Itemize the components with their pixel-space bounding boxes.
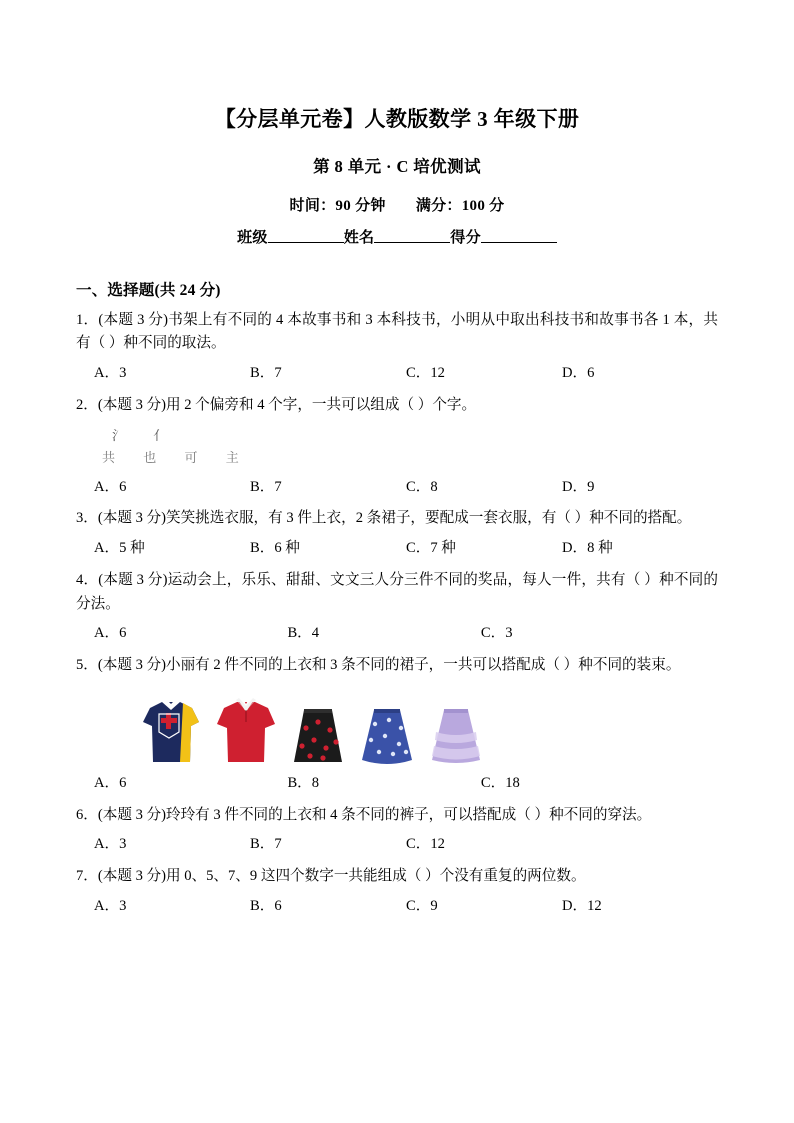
question-1-options: [76, 363, 718, 385]
class-label: 班级: [237, 229, 268, 246]
option-6-c[interactable]: C．12: [406, 836, 445, 853]
name-label: 姓名: [343, 229, 375, 246]
question-2-figure: [102, 425, 718, 469]
score-field-label: 得分: [450, 229, 481, 246]
question-6-options: [76, 834, 718, 856]
exam-meta: [76, 194, 718, 215]
option-6-b[interactable]: B．7: [250, 836, 282, 853]
option-4-c[interactable]: C．3: [480, 625, 513, 642]
class-blank[interactable]: [268, 242, 344, 243]
question-2-options: [76, 477, 718, 499]
question-2: 2．(本题 3 分)用 2 个偏旁和 4 个字，一共可以组成（ ）个字。: [76, 396, 477, 413]
page-subtitle: 第 8 单元 · C 培优测试: [313, 156, 481, 176]
page-title: 【分层单元卷】人教版数学 3 年级下册: [214, 107, 580, 131]
character-2: 也: [143, 450, 157, 466]
option-7-a[interactable]: A．3: [94, 897, 127, 914]
question-4-options: [76, 623, 718, 645]
character-4: 主: [225, 450, 239, 466]
option-2-b[interactable]: B．7: [250, 478, 282, 495]
option-1-a[interactable]: A．3: [94, 364, 127, 381]
option-3-b[interactable]: B．6 种: [250, 540, 300, 557]
character-1: 共: [102, 450, 116, 466]
option-2-d[interactable]: D．9: [562, 478, 595, 495]
option-6-a[interactable]: A．3: [94, 836, 127, 853]
option-7-b[interactable]: B．6: [250, 897, 282, 914]
radical-1: 氵: [112, 428, 126, 444]
option-2-c[interactable]: C．8: [406, 478, 438, 495]
score-blank[interactable]: [481, 242, 557, 243]
question-3-options: [76, 538, 718, 560]
lavender-ruffle-skirt-icon: [428, 706, 484, 766]
question-3: 3．(本题 3 分)笑笑挑选衣服，有 3 件上衣，2 条裙子，要配成一套衣服，有（ ）种不同的搭配。: [76, 510, 692, 527]
option-1-b[interactable]: B．7: [250, 364, 282, 381]
radical-2: 亻: [153, 428, 167, 444]
clothing-illustration: [76, 690, 718, 766]
red-polo-shirt-icon: [215, 696, 277, 766]
question-6: 6．(本题 3 分)玲玲有 3 件不同的上衣和 4 条不同的裤子，可以搭配成（ ）种不同的穿法。: [76, 806, 652, 823]
black-cherry-skirt-icon: [290, 706, 346, 766]
character-3: 可: [184, 450, 198, 466]
option-3-d[interactable]: D．8 种: [562, 540, 613, 557]
question-1: 1．(本题 3 分)书架上有不同的 4 本故事书和 3 本科技书，小明从中取出科技书和故事书各 1 本，共有（ ）种不同的取法。: [76, 311, 718, 352]
navy-polo-shirt-icon: [140, 696, 202, 766]
option-7-d[interactable]: D．12: [562, 897, 602, 914]
option-1-c[interactable]: C．12: [406, 364, 445, 381]
time-label: 时间：90 分钟: [289, 197, 386, 214]
option-5-c[interactable]: C．18: [480, 774, 520, 791]
option-3-c[interactable]: C．7 种: [406, 540, 456, 557]
name-blank[interactable]: [374, 242, 450, 243]
option-1-d[interactable]: D．6: [562, 364, 595, 381]
student-info-row: [76, 226, 718, 247]
question-5-options: [76, 773, 718, 795]
option-2-a[interactable]: A．6: [94, 478, 127, 495]
option-4-a[interactable]: A．6: [94, 625, 127, 642]
option-7-c[interactable]: C．9: [406, 897, 438, 914]
option-5-b[interactable]: B．8: [287, 774, 320, 791]
option-5-a[interactable]: A．6: [94, 774, 127, 791]
question-7: 7．(本题 3 分)用 0、5、7、9 这四个数字一共能组成（ ）个没有重复的两位数。: [76, 868, 586, 885]
question-4: 4．(本题 3 分)运动会上，乐乐、甜甜、文文三人分三件不同的奖品，每人一件，共有（ ）种不同的分法。: [76, 571, 718, 612]
blue-floral-skirt-icon: [359, 706, 415, 766]
option-4-b[interactable]: B．4: [287, 625, 320, 642]
section-heading: 一、选择题(共 24 分): [76, 281, 221, 299]
radical-row: [112, 425, 718, 447]
question-5: 5．(本题 3 分)小丽有 2 件不同的上衣和 3 条不同的裙子，一共可以搭配成（ ）种不同的装束。: [76, 657, 681, 674]
option-3-a[interactable]: A．5 种: [94, 540, 145, 557]
score-label: 满分：100 分: [415, 197, 505, 214]
character-row: [102, 447, 718, 469]
question-7-options: [76, 896, 718, 918]
